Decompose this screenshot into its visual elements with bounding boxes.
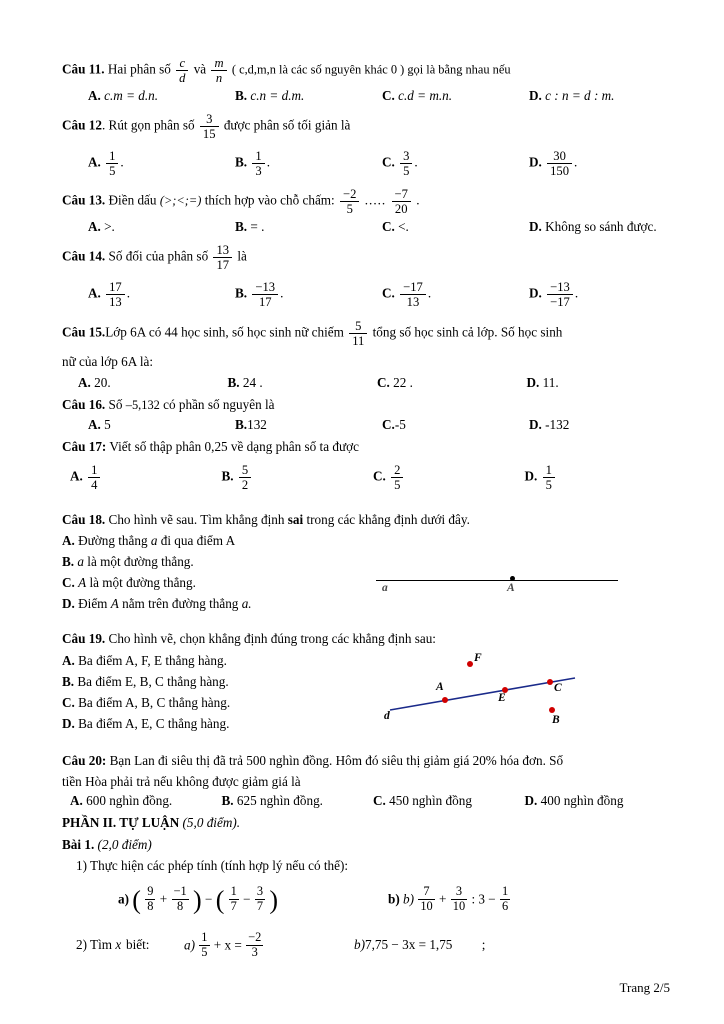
question-14-text-after: là bbox=[237, 248, 247, 264]
expression-a: a) ( $\frac{9}{8}$ + $\frac{-1}{8}$ ) − ( $\frac{1}{7}$ − $\frac{3}{7}$ ) bbox=[118, 883, 279, 915]
option-14-C[interactable]: C. $\frac{-17}{13}$ . bbox=[382, 279, 432, 310]
option-16-A[interactable]: A. 5 bbox=[88, 417, 111, 433]
option-17-B[interactable]: B. $\frac{5}{2}$ bbox=[222, 463, 374, 492]
question-15 bbox=[62, 319, 676, 348]
question-16-value: –5,132 bbox=[125, 398, 160, 413]
question-20-label: Câu 20: bbox=[62, 753, 107, 769]
question-13-options bbox=[62, 219, 676, 235]
exam-content bbox=[62, 56, 676, 960]
question-18-text: Cho hình vẽ sau. Tìm khẳng định sai trong các khẳng định dưới đây. bbox=[108, 511, 470, 527]
question-18 bbox=[62, 510, 676, 529]
figure-19-label-A: A bbox=[436, 681, 444, 693]
question-11-condition: ( c,d,m,n là các số nguyên khác 0 ) gọi là bằng nhau nếu bbox=[231, 62, 511, 77]
option-11-A[interactable]: A. c.m = d.n. bbox=[88, 88, 159, 104]
question-16 bbox=[62, 395, 676, 415]
question-18-label: Câu 18. bbox=[62, 511, 106, 527]
option-18-A[interactable]: A. Đường thẳng a đi qua điểm A bbox=[62, 532, 236, 548]
option-20-C[interactable]: C. 450 nghìn đồng bbox=[373, 793, 472, 809]
option-17-C[interactable]: C. $\frac{2}{5}$ bbox=[373, 463, 525, 492]
fraction-3-over-15: $\frac{3}{15}$ bbox=[200, 112, 219, 141]
option-16-C[interactable]: C.-5 bbox=[382, 417, 406, 433]
bai1-heading: Bài 1. (2,0 điểm) bbox=[62, 836, 152, 852]
question-19 bbox=[62, 629, 676, 648]
option-19-C[interactable]: C. Ba điểm A, B, C thẳng hàng. bbox=[62, 694, 231, 710]
point-A-dot bbox=[510, 576, 515, 581]
option-19-D[interactable]: D. Ba điểm A, E, C thẳng hàng. bbox=[62, 716, 230, 732]
figure-label-a: a bbox=[382, 582, 388, 594]
option-13-D[interactable]: D. Không so sánh được. bbox=[529, 218, 657, 234]
option-20-D[interactable]: D. 400 nghìn đồng bbox=[524, 793, 624, 809]
option-19-A[interactable]: A. Ba điểm A, F, E thẳng hàng. bbox=[62, 652, 227, 668]
option-18-B[interactable]: B. a là một đường thẳng. bbox=[62, 554, 194, 570]
fraction-13-over-17: $\frac{13}{17}$ bbox=[213, 243, 232, 272]
question-15-text: Lớp 6A có 44 học sinh, số học sinh nữ chiếm bbox=[105, 324, 344, 340]
question-12 bbox=[62, 112, 676, 141]
question-20 bbox=[62, 751, 676, 770]
option-11-B[interactable]: B. c.n = d.m. bbox=[235, 88, 305, 104]
line-a bbox=[376, 580, 618, 581]
option-12-A[interactable]: A. $\frac{1}{5}$ . bbox=[88, 149, 124, 179]
question-11-mid: và bbox=[193, 61, 207, 77]
question-15-line2: nữ của lớp 6A là: bbox=[62, 354, 154, 370]
question-13-text: Điền dấu bbox=[108, 192, 157, 208]
question-13 bbox=[62, 187, 676, 216]
figure-19-label-B: B bbox=[552, 714, 560, 726]
option-11-D[interactable]: D. c : n = d : m. bbox=[529, 88, 615, 104]
option-12-D[interactable]: D. $\frac{30}{150}$ . bbox=[529, 149, 578, 179]
option-14-B[interactable]: B. $\frac{-13}{17}$ . bbox=[235, 279, 284, 310]
option-19-B[interactable]: B. Ba điểm E, B, C thẳng hàng. bbox=[62, 673, 229, 689]
question-20-options bbox=[62, 793, 676, 809]
question-20-line2: tiền Hòa phải trả nếu không được giảm giá là bbox=[62, 774, 301, 790]
option-11-C[interactable]: C. c.d = m.n. bbox=[382, 88, 453, 104]
question-15-text-after: tổng số học sinh cả lớp. Số học sinh bbox=[372, 324, 563, 340]
option-16-D[interactable]: D. -132 bbox=[529, 417, 570, 433]
question-11 bbox=[62, 56, 676, 85]
figure-19-svg bbox=[370, 648, 600, 748]
bai1-item1: 1) Thực hiện các phép tính (tính hợp lý nếu có thể): bbox=[76, 857, 349, 873]
option-13-A[interactable]: A. >. bbox=[88, 218, 115, 234]
question-13-period: . bbox=[416, 192, 420, 208]
option-12-C[interactable]: C. $\frac{3}{5}$ . bbox=[382, 149, 418, 179]
bai1-item2-label: 2) Tìm x bbox=[76, 937, 122, 953]
question-11-text: Hai phân số bbox=[107, 61, 171, 77]
option-15-C[interactable]: C. 22 . bbox=[377, 375, 413, 391]
question-12-options bbox=[62, 149, 676, 178]
expression-b: b) b) $\frac{7}{10}$ + $\frac{3}{10}$ : 3 − $\frac{1}{6}$ bbox=[388, 883, 509, 913]
figure-19-label-d: d bbox=[384, 710, 390, 722]
option-18-C[interactable]: C. A là một đường thẳng. bbox=[62, 575, 196, 591]
option-18-D[interactable]: D. Điểm A nằm trên đường thẳng a. bbox=[62, 596, 252, 612]
question-15-options bbox=[62, 375, 676, 391]
bai1-item2-post: biết: bbox=[126, 937, 150, 953]
question-14-text: Số đối của phân số bbox=[108, 248, 209, 264]
bai1-item2-row bbox=[62, 931, 676, 959]
option-20-A[interactable]: A. 600 nghìn đồng. bbox=[70, 793, 173, 809]
equation-a: a) $\frac{1}{5}$ + x = $\frac{-2}{3}$ bbox=[184, 930, 262, 959]
question-11-options bbox=[62, 88, 676, 104]
question-16-text: Số bbox=[108, 397, 123, 413]
question-15-label: Câu 15. bbox=[62, 324, 106, 340]
question-19-text: Cho hình vẽ, chọn khẳng định đúng trong các khẳng định sau: bbox=[108, 631, 436, 647]
option-16-B[interactable]: B.132 bbox=[235, 417, 267, 433]
figure-points-line bbox=[370, 648, 600, 748]
option-13-C[interactable]: C. <. bbox=[382, 218, 409, 234]
question-17-label: Câu 17: bbox=[62, 439, 107, 455]
option-15-A[interactable]: A. 20. bbox=[78, 375, 111, 391]
option-15-D[interactable]: D. 11. bbox=[526, 375, 559, 391]
equation-b: b)7,75 − 3x = 1,75 ; bbox=[354, 937, 486, 953]
figure-19-label-C: C bbox=[554, 682, 562, 694]
figure-19-label-F: F bbox=[474, 652, 482, 664]
question-17-text: Viết số thập phân 0,25 về dạng phân số ta được bbox=[109, 439, 359, 455]
fraction-5-over-11: $\frac{5}{11}$ bbox=[349, 319, 367, 348]
question-16-options bbox=[62, 417, 676, 433]
option-14-D[interactable]: D. $\frac{-13}{-17}$ . bbox=[529, 279, 579, 310]
part2-heading: PHẦN II. TỰ LUẬN (5,0 điểm). bbox=[62, 815, 241, 831]
question-12-label: Câu 12 bbox=[62, 117, 102, 133]
figure-label-A: A bbox=[507, 582, 515, 594]
option-13-B[interactable]: B. = . bbox=[235, 218, 265, 234]
question-14-options bbox=[62, 280, 676, 309]
blank-dots: ..... bbox=[364, 192, 387, 208]
fraction-m-over-n: $\frac{m}{n}$ bbox=[211, 56, 226, 85]
question-13-symbols: (>;<;=) bbox=[159, 193, 202, 208]
fraction-neg2-over-5: $\frac{-2}{5}$ bbox=[340, 187, 359, 216]
question-16-text-after: có phần số nguyên là bbox=[163, 397, 275, 413]
question-18-emphasis: sai bbox=[287, 511, 304, 527]
question-20-text: Bạn Lan đi siêu thị đã trả 500 nghìn đồng. Hôm đó siêu thị giảm giá 20% hóa đơn. Số bbox=[109, 753, 564, 769]
question-12-text: . Rút gọn phân số bbox=[101, 117, 195, 133]
figure-19-label-E: E bbox=[498, 692, 506, 704]
option-17-D[interactable]: D. $\frac{1}{5}$ bbox=[525, 463, 677, 492]
question-16-label: Câu 16. bbox=[62, 397, 106, 413]
option-14-A[interactable]: A. $\frac{17}{13}$ . bbox=[88, 279, 131, 310]
fraction-c-over-d: $\frac{c}{d}$ bbox=[176, 56, 188, 85]
question-17-options bbox=[62, 463, 676, 492]
question-17 bbox=[62, 437, 676, 456]
option-17-A[interactable]: A. $\frac{1}{4}$ bbox=[62, 463, 222, 492]
option-15-B[interactable]: B. 24 . bbox=[227, 375, 263, 391]
option-12-B[interactable]: B. $\frac{1}{3}$ . bbox=[235, 149, 270, 179]
question-14-label: Câu 14. bbox=[62, 248, 106, 264]
question-19-label: Câu 19. bbox=[62, 631, 106, 647]
question-14 bbox=[62, 243, 676, 272]
fraction-neg7-over-20: $\frac{-7}{20}$ bbox=[392, 187, 411, 216]
question-11-label: Câu 11. bbox=[62, 61, 105, 77]
option-20-B[interactable]: B. 625 nghìn đồng. bbox=[221, 793, 323, 809]
question-13-mid: thích hợp vào chỗ chấm: bbox=[204, 192, 335, 208]
page-footer: Trang 2/5 bbox=[619, 980, 670, 995]
question-12-text-after: được phân số tối giản là bbox=[223, 117, 351, 133]
question-13-label: Câu 13. bbox=[62, 192, 106, 208]
bai1-expressions-row bbox=[62, 885, 676, 915]
figure-line-a bbox=[376, 556, 618, 600]
